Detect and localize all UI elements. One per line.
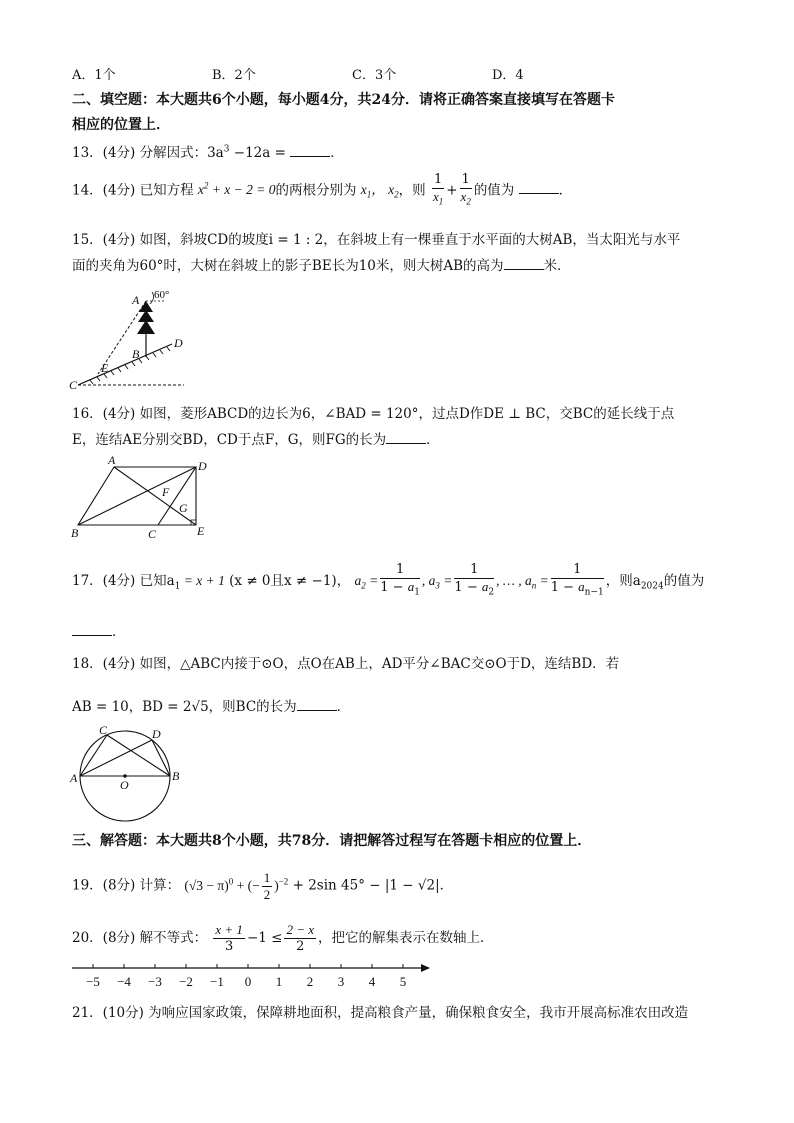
question-13 [72, 141, 344, 161]
number-line-tick-label: −2 [179, 974, 193, 989]
q15-figure [66, 284, 196, 394]
q14-equation: $x^2 + x - 2 = 0$ [197, 180, 276, 198]
number-line-tick-label: 3 [337, 974, 345, 989]
q18-line2 [72, 695, 350, 715]
point-d-label: D [152, 727, 161, 741]
section2-heading-line2: 相应的位置上． [72, 117, 170, 133]
q18-line2-end: ． [336, 699, 351, 715]
q14-mid: 的两根分别为 [275, 182, 357, 199]
number-line-arrow [421, 964, 430, 972]
slope-line [78, 344, 172, 385]
q20-tail: ，把它的解集表示在数轴上． [318, 930, 494, 946]
q17-condition: (x ≠ 0且x ≠ −1)， [229, 572, 351, 589]
point-f-label: F [162, 485, 170, 499]
point-b-label: B [132, 347, 140, 361]
q19-end: ． [439, 877, 454, 894]
option-c: C．3个 [352, 68, 397, 83]
answer-blank [297, 698, 337, 711]
q19-tail: + 2sin 45° − [292, 877, 381, 894]
q16-line1: 16．(4分) 如图，菱形ABCD的边长为6，∠BAD = 120°，过点D作DE ⊥ BC，交BC的延长线于点 [72, 406, 675, 422]
number-line-tick-label: −5 [86, 974, 100, 989]
point-b-label: B [71, 526, 79, 540]
q13-exponent: 3 [223, 144, 230, 155]
point-a-label: A [132, 293, 140, 307]
q20-prefix: 20．(8分) 解不等式： [72, 930, 208, 946]
segment-ad [80, 740, 152, 776]
q17-tail: ，则a [605, 572, 641, 589]
q19-prefix: 19．(8分) 计算： [72, 877, 181, 894]
q21-line1: 21．(10分) 为响应国家政策，保障耕地面积，提高粮食产量，确保粮食安全，我市开展高标准农田改造 [72, 1005, 689, 1021]
q13-end: ． [330, 145, 344, 161]
number-line [68, 958, 438, 990]
q17-tail-end: 的值为 [663, 572, 705, 589]
section3-heading: 三、解答题：本大题共8个小题，共78分．请把解答过程写在答题卡相应的位置上． [72, 833, 592, 849]
q16-line2-text: E，连结AE分别交BD，CD于点F，G，则FG的长为 [72, 432, 387, 448]
q16-line2 [72, 428, 440, 448]
answer-blank [290, 144, 330, 157]
number-line-tick-label: 1 [275, 974, 283, 989]
number-line-tick-label: 5 [399, 974, 407, 989]
q14-prefix: 14．(4分) 已知方程 [72, 182, 194, 199]
answer-blank [519, 181, 559, 194]
point-d-label: D [174, 336, 183, 350]
q15-line1: 15．(4分) 如图，斜坡CD的坡度i = 1 : 2，在斜坡上有一棵垂直于水平面的大树AB，当太阳光与水平 [72, 232, 681, 248]
number-line-tick-label: −1 [210, 974, 224, 989]
q15-line2-text: 面的夹角为60°时，大树在斜坡上的影子BE长为10米，则大树AB的高为 [72, 258, 504, 274]
segment-ae [114, 467, 196, 525]
point-a-label: A [108, 455, 116, 467]
point-b-label: B [172, 769, 180, 783]
question-17: 17．(4分) 已知$a_1 = x + 1$ (x ≠ 0且x ≠ −1)， $a_2$ = $\frac{1}{1 - a_1}$ , $a_3$ = $\frac{1}{1 - a_2}$ , … , $a_n$ = $\frac{1}{1 - a_{n-1}}$ ，则$a_{2024}$的值为 [72, 562, 705, 598]
answer-blank [386, 431, 426, 444]
q18-line2-text: AB = 10，BD = 2√5，则BC的长为 [72, 699, 297, 715]
q20-op: −1 ≤ [246, 930, 283, 946]
fraction-x-plus-1-over-3: $\frac{x + 1}{3}$ [215, 922, 243, 954]
number-line-tick-label: 4 [368, 974, 376, 989]
q14-tail: 的值为 [473, 182, 515, 199]
q19-abs: |1 − √2| [384, 877, 440, 894]
q13-suffix: −12a = [233, 145, 286, 161]
option-a: A．1个 [72, 68, 116, 83]
tree-bottom [137, 320, 155, 334]
q15-line2 [72, 254, 571, 274]
q17-tail-sub: 2024 [640, 581, 664, 592]
option-d: D．4 [492, 68, 524, 83]
q14-then: ，则 [398, 182, 426, 199]
point-c-label: C [69, 378, 78, 392]
fraction-1-over-x2: $\frac{1}{x_2}$ [460, 172, 471, 207]
point-c-label: C [99, 723, 108, 737]
q18-figure [66, 722, 186, 822]
q14-roots: $x_1$， $x_2$ [360, 182, 399, 200]
q16-figure [66, 455, 216, 543]
fraction-1-over-x1: $\frac{1}{x_1}$ [432, 172, 444, 207]
answer-blank [72, 623, 112, 636]
number-line-tick-label: −3 [148, 974, 162, 989]
point-g-label: G [179, 501, 188, 515]
question-14: 14．(4分) 已知方程 $x^2 + x - 2 = 0$的两根分别为 $x_1$， $x_2$，则 $\frac{1}{x_1}$ + $\frac{1}{x_2}$ 的值为 ． [72, 172, 572, 210]
number-line-tick-label: 0 [244, 974, 252, 989]
segment-cb [107, 735, 170, 776]
q19-expression: $(√3 - \pi)^0$ + (− $\frac{1}{2}$ )$^{-2}$ [184, 870, 289, 902]
q17-end: ． [112, 624, 126, 640]
q15-line2-end: 米． [543, 258, 571, 274]
number-line-tick-label: −4 [117, 974, 131, 989]
point-e-label: E [101, 361, 109, 375]
q17-answer-line [72, 620, 126, 640]
option-b: B．2个 [212, 68, 256, 83]
question-19 [72, 870, 453, 903]
answer-blank [504, 257, 544, 270]
angle-label: 60° [154, 289, 170, 301]
q14-end: ． [558, 182, 573, 199]
number-line-tick-label: 2 [306, 974, 314, 989]
q13-prefix: 13．(4分) 分解因式：3a [72, 145, 224, 161]
question-20 [72, 922, 494, 955]
q18-line1: 18．(4分) 如图，△ABC内接于⊙O，点O在AB上，AD平分∠BAC交⊙O于D，连结BD．若 [72, 656, 620, 672]
q16-line2-end: ． [426, 432, 440, 448]
point-a-label: A [70, 771, 78, 785]
point-o-label: O [120, 778, 129, 792]
point-c-label: C [148, 527, 157, 541]
point-d-label: D [198, 459, 207, 473]
section2-heading-line1: 二、填空题：本大题共6个小题，每小题4分，共24分．请将正确答案直接填写在答题卡 [72, 92, 615, 108]
q17-prefix: 17．(4分) 已知a [72, 572, 175, 589]
point-e-label: E [197, 524, 205, 538]
fraction-2-minus-x-over-2: $\frac{2 - x}{2}$ [286, 922, 314, 954]
